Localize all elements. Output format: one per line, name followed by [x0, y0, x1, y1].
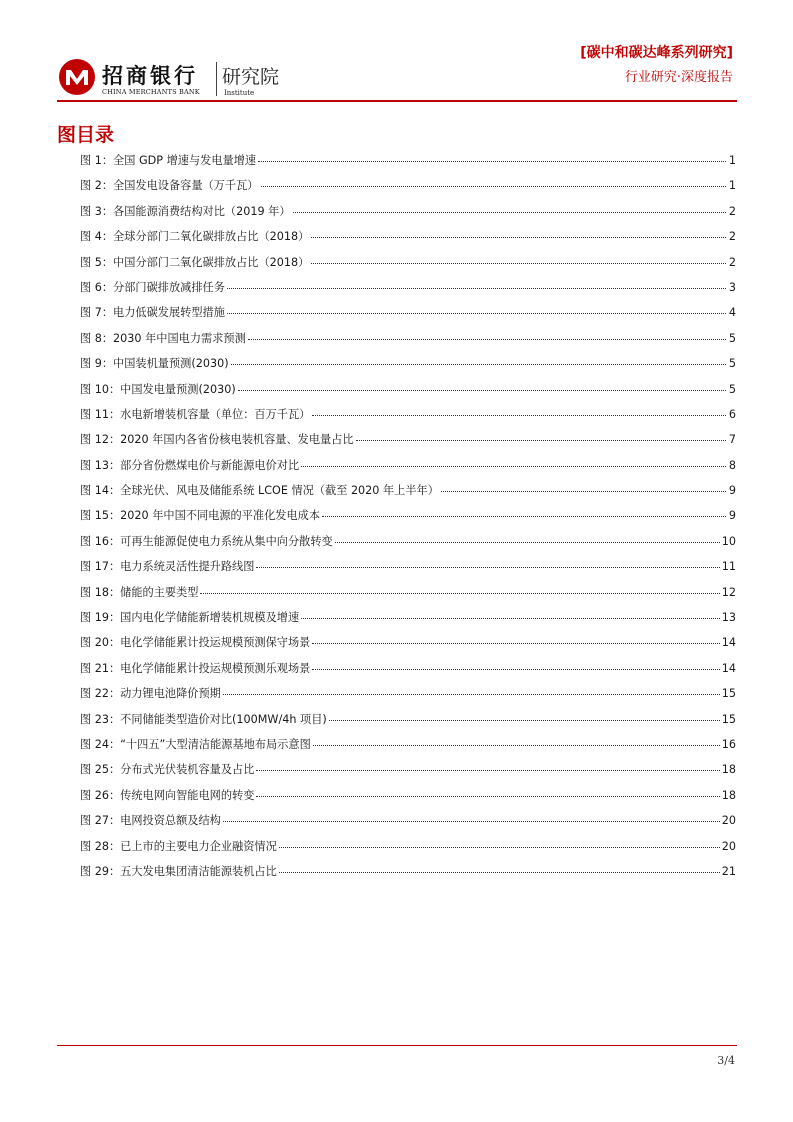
toc-entry-label[interactable]: 图 2：全国发电设备容量（万千瓦）: [80, 179, 259, 193]
toc-entry[interactable]: [80, 787, 736, 812]
toc-entry-page[interactable]: 10: [721, 534, 736, 548]
toc-entry-label[interactable]: 图 24：“十四五”大型清洁能源基地布局示意图: [80, 737, 311, 751]
toc-entry[interactable]: [80, 482, 736, 507]
toc-entry-label[interactable]: 图 18：储能的主要类型: [80, 585, 199, 599]
toc-entry[interactable]: [80, 304, 736, 329]
toc-leader-dots: [441, 491, 726, 492]
toc-entry-page[interactable]: 20: [721, 839, 736, 853]
toc-leader-dots: [356, 440, 726, 441]
toc-entry-label[interactable]: 图 7：电力低碳发展转型措施: [80, 306, 225, 320]
toc-entry-label[interactable]: 图 23：不同储能类型造价对比(100MW/4h 项目): [80, 712, 327, 726]
toc-entry-label[interactable]: 图 22：动力锂电池降价预期: [80, 687, 221, 701]
toc-leader-dots: [293, 212, 726, 213]
toc-entry-page[interactable]: 21: [721, 864, 736, 878]
series-title: [碳中和碳达峰系列研究]: [580, 45, 733, 61]
toc-entry[interactable]: [80, 355, 736, 380]
toc-entry-page[interactable]: 2: [728, 230, 736, 244]
toc-leader-dots: [227, 288, 726, 289]
toc-entry-page[interactable]: 1: [728, 154, 736, 167]
toc-entry-page[interactable]: 5: [728, 382, 736, 396]
toc-entry-page[interactable]: 5: [728, 331, 736, 345]
toc-leader-dots: [329, 720, 720, 721]
toc-entry-label[interactable]: 图 17：电力系统灵活性提升路线图: [80, 560, 255, 574]
toc-entry-page[interactable]: 15: [721, 687, 736, 701]
toc-title: 图目录: [57, 124, 115, 146]
toc-entry[interactable]: [80, 761, 736, 786]
toc-leader-dots: [311, 237, 726, 238]
toc-leader-dots: [223, 821, 720, 822]
toc-entry-page[interactable]: 18: [721, 788, 736, 802]
toc-entry-label[interactable]: 图 29：五大发电集团清洁能源装机占比: [80, 864, 277, 878]
toc-entry[interactable]: [80, 177, 736, 202]
toc-entry-label[interactable]: 图 13：部分省份燃煤电价与新能源电价对比: [80, 458, 300, 472]
toc-leader-dots: [313, 745, 720, 746]
toc-entry-page[interactable]: 7: [728, 433, 736, 447]
toc-entry[interactable]: [80, 634, 736, 659]
toc-leader-dots: [335, 542, 720, 543]
toc-entry[interactable]: [80, 660, 736, 685]
toc-entry-page[interactable]: 14: [721, 661, 736, 675]
toc-leader-dots: [279, 847, 720, 848]
toc-entry-page[interactable]: 5: [728, 357, 736, 371]
toc-entry[interactable]: [80, 203, 736, 228]
toc-leader-dots: [312, 643, 719, 644]
toc-entry-label[interactable]: 图 15：2020 年中国不同电源的平准化发电成本: [80, 509, 321, 523]
toc-entry-label[interactable]: 图 20：电化学储能累计投运规模预测保守场景: [80, 636, 311, 650]
toc-leader-dots: [261, 186, 727, 187]
toc-entry[interactable]: [80, 152, 736, 177]
toc-entry[interactable]: [80, 457, 736, 482]
toc-leader-dots: [256, 567, 719, 568]
toc-entry-label[interactable]: 图 27：电网投资总额及结构: [80, 814, 221, 828]
toc-entry[interactable]: [80, 863, 736, 888]
toc-entry[interactable]: [80, 711, 736, 736]
toc-entry[interactable]: [80, 838, 736, 863]
toc-entry[interactable]: [80, 254, 736, 279]
toc-entry[interactable]: [80, 736, 736, 761]
toc-entry-label[interactable]: 图 25：分布式光伏装机容量及占比: [80, 763, 255, 777]
toc-entry-page[interactable]: 11: [721, 560, 736, 574]
toc-leader-dots: [301, 466, 726, 467]
toc-entry-label[interactable]: 图 14：全球光伏、风电及储能系统 LCOE 情况（截至 2020 年上半年）: [80, 484, 439, 498]
toc-entry[interactable]: [80, 431, 736, 456]
page-header: [0, 0, 793, 104]
toc-leader-dots: [258, 161, 726, 162]
toc-entry[interactable]: [80, 381, 736, 406]
toc-entry-page[interactable]: 6: [728, 407, 736, 421]
toc-entry[interactable]: [80, 507, 736, 532]
toc-entry-page[interactable]: 8: [728, 458, 736, 472]
toc-leader-dots: [256, 770, 719, 771]
footer-divider: [57, 1045, 737, 1046]
toc-leader-dots: [311, 263, 726, 264]
logo-english-name: CHINA MERCHANTS BANK: [102, 88, 200, 96]
cmb-logo-icon: [58, 58, 96, 96]
toc-entry-label[interactable]: 图 6：分部门碳排放减排任务: [80, 280, 225, 294]
toc-leader-dots: [312, 415, 726, 416]
toc-entry-label[interactable]: 图 10：中国发电量预测(2030): [80, 382, 236, 396]
toc-entry-page[interactable]: 4: [728, 306, 736, 320]
toc-entry-page[interactable]: 18: [721, 763, 736, 777]
toc-entry-label[interactable]: 图 16：可再生能源促使电力系统从集中向分散转变: [80, 534, 333, 548]
toc-entry[interactable]: [80, 228, 736, 253]
toc-entry-page[interactable]: 12: [721, 585, 736, 599]
toc-entry-label[interactable]: 图 1：全国 GDP 增速与发电量增速: [80, 154, 257, 167]
toc-entry-label[interactable]: 图 12：2020 年国内各省份核电装机容量、发电量占比: [80, 433, 354, 447]
toc-entry-page[interactable]: 9: [728, 509, 736, 523]
logo-chinese-name: 招商银行: [102, 64, 198, 88]
toc-entry-page[interactable]: 13: [721, 611, 736, 625]
toc-entry-label[interactable]: 图 3：各国能源消费结构对比（2019 年）: [80, 204, 291, 218]
toc-entry-page[interactable]: 20: [721, 814, 736, 828]
header-divider: [57, 100, 737, 102]
toc-entry[interactable]: [80, 406, 736, 431]
toc-entry-label[interactable]: 图 26：传统电网向智能电网的转变: [80, 788, 255, 802]
institute-name: 研究院: [222, 66, 280, 88]
toc-leader-dots: [231, 364, 726, 365]
toc-leader-dots: [312, 669, 719, 670]
toc-entry-label[interactable]: 图 19：国内电化学储能新增装机规模及增速: [80, 611, 300, 625]
toc-entry-page[interactable]: 2: [728, 204, 736, 218]
toc-entry-page[interactable]: 16: [721, 737, 736, 751]
toc-leader-dots: [223, 694, 720, 695]
toc-entry[interactable]: [80, 279, 736, 304]
toc-entry[interactable]: [80, 330, 736, 355]
toc-entry-page[interactable]: 1: [728, 179, 736, 193]
toc-entry-label[interactable]: 图 21：电化学储能累计投运规模预测乐观场景: [80, 661, 311, 675]
toc-entry[interactable]: [80, 558, 736, 583]
institute-english-name: Institute: [224, 89, 255, 97]
toc-entry-page[interactable]: 3: [728, 280, 736, 294]
figure-toc-list: [80, 152, 736, 888]
toc-entry-label[interactable]: 图 4：全球分部门二氧化碳排放占比（2018）: [80, 230, 310, 244]
toc-leader-dots: [279, 872, 720, 873]
toc-leader-dots: [200, 593, 719, 594]
toc-entry-page[interactable]: 14: [721, 636, 736, 650]
toc-entry[interactable]: [80, 584, 736, 609]
toc-entry-label[interactable]: 图 28：已上市的主要电力企业融资情况: [80, 839, 277, 853]
toc-leader-dots: [238, 390, 726, 391]
toc-leader-dots: [301, 618, 720, 619]
toc-leader-dots: [227, 313, 726, 314]
toc-entry-label[interactable]: 图 5：中国分部门二氧化碳排放占比（2018）: [80, 255, 310, 269]
toc-leader-dots: [256, 796, 719, 797]
toc-entry[interactable]: [80, 812, 736, 837]
page-number: 3/4: [717, 1054, 735, 1067]
toc-entry-label[interactable]: 图 8：2030 年中国电力需求预测: [80, 331, 246, 345]
toc-entry[interactable]: [80, 685, 736, 710]
toc-entry-label[interactable]: 图 11：水电新增装机容量（单位：百万千瓦）: [80, 407, 311, 421]
toc-entry-page[interactable]: 2: [728, 255, 736, 269]
toc-entry-page[interactable]: 9: [728, 484, 736, 498]
report-type: 行业研究·深度报告: [624, 70, 733, 85]
toc-entry[interactable]: [80, 533, 736, 558]
bank-logo: [58, 58, 298, 100]
toc-leader-dots: [248, 339, 726, 340]
toc-entry-page[interactable]: 15: [721, 712, 736, 726]
toc-entry-label[interactable]: 图 9：中国装机量预测(2030): [80, 357, 229, 371]
logo-divider: [216, 62, 217, 96]
toc-leader-dots: [322, 516, 726, 517]
toc-entry[interactable]: [80, 609, 736, 634]
